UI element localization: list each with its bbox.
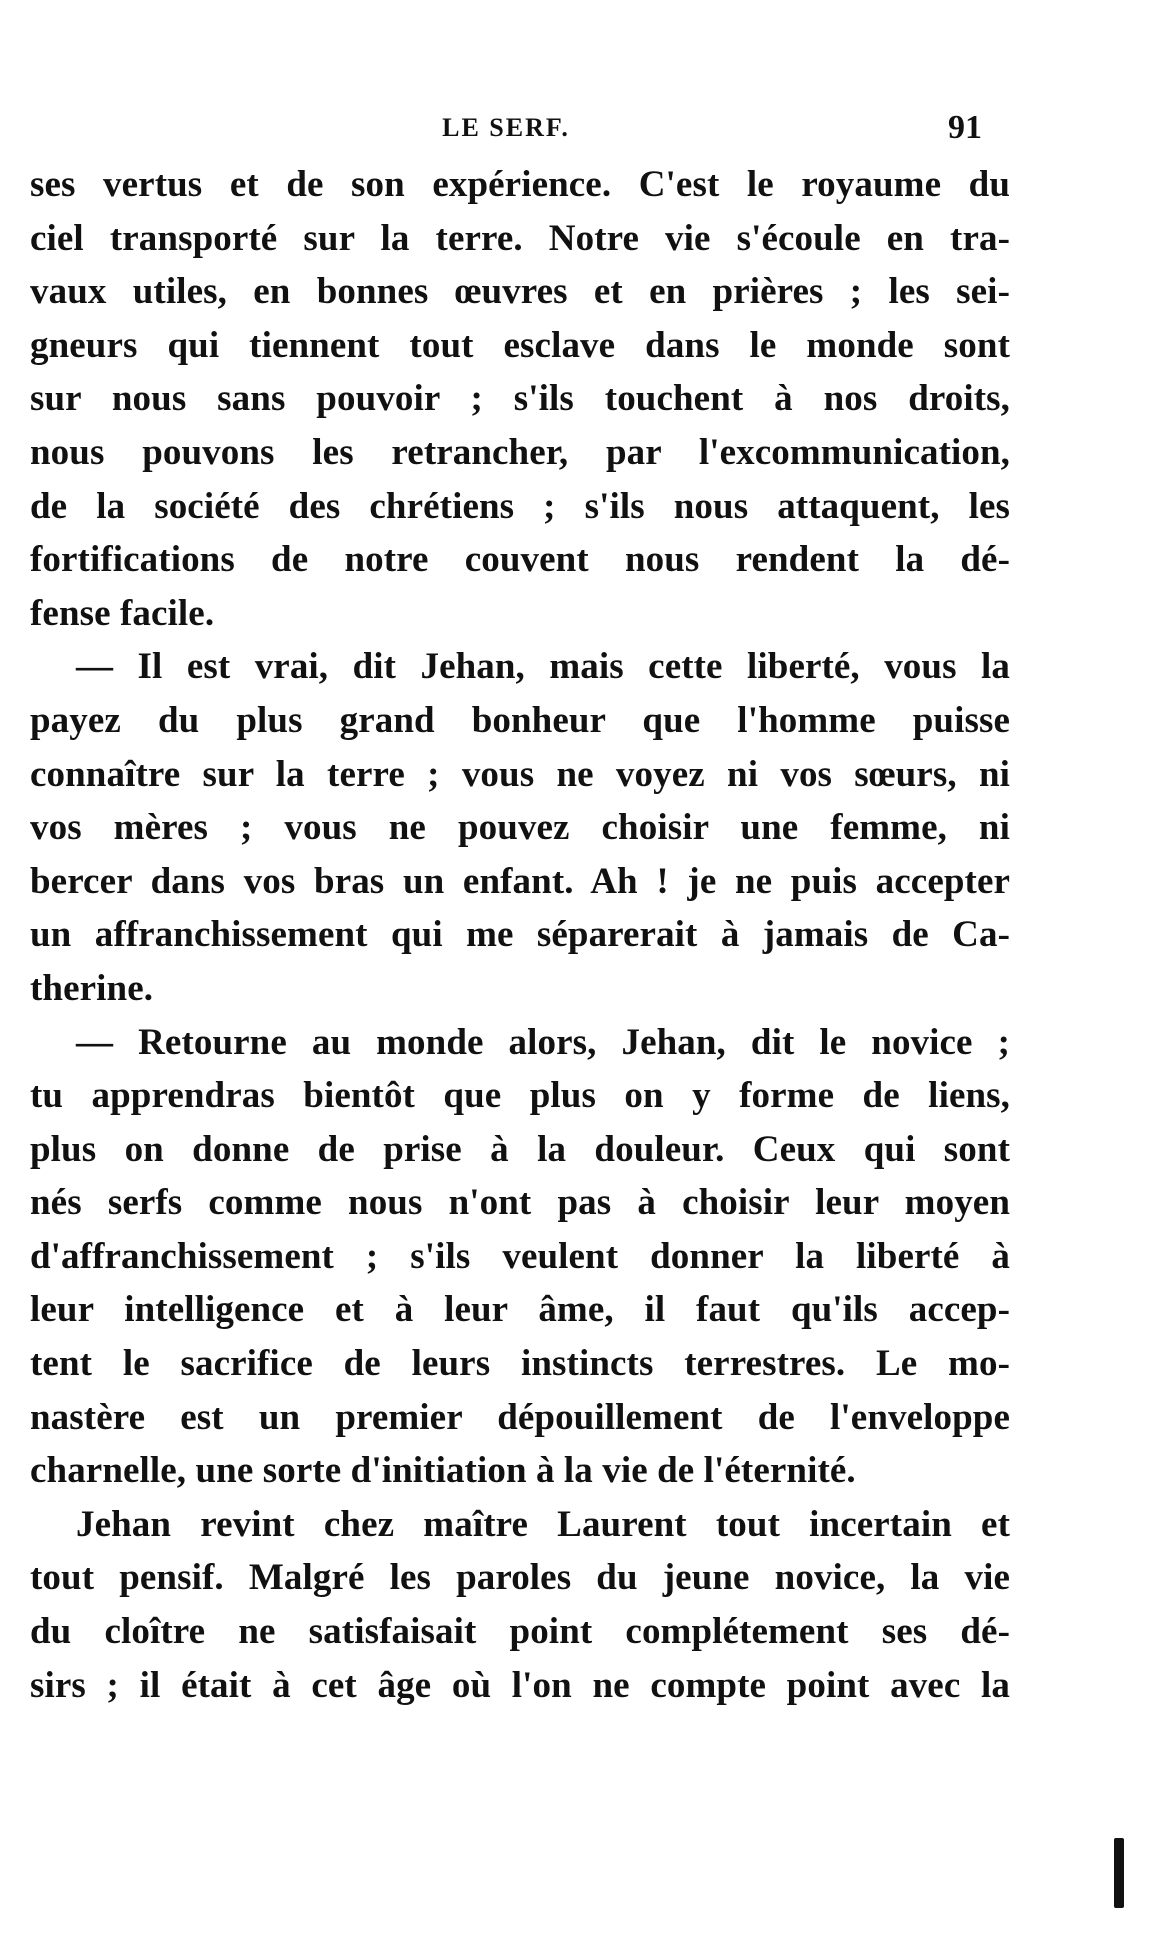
text-line: ses vertus et de son expérience. C'est le royaume du — [30, 164, 1010, 205]
paragraph-start-line: — Retourne au monde alors, Jehan, dit le novice ; — [76, 1021, 1010, 1063]
text-line: payez du plus grand bonheur que l'homme puisse — [30, 699, 1010, 741]
text-line: tu apprendras bientôt que plus on y forme de liens, — [30, 1075, 1010, 1117]
page-number: 91 — [948, 109, 982, 146]
text-line: vos mères ; vous ne pouvez choisir une femme, ni — [30, 807, 1010, 849]
text-line: ciel transporté sur la terre. Notre vie s'écoule en tra- — [30, 217, 1010, 259]
paragraph-start-line: — Il est vrai, dit Jehan, mais cette liberté, vous la — [76, 646, 1010, 688]
text-line: du cloître ne satisfaisait point complétement ses dé- — [30, 1611, 1010, 1653]
paragraph-end-line: therine. — [30, 967, 154, 1009]
text-line: gneurs qui tiennent tout esclave dans le monde sont — [30, 324, 1010, 366]
text-line: tout pensif. Malgré les paroles du jeune novice, la vie — [30, 1557, 1010, 1599]
text-line: vaux utiles, en bonnes œuvres et en prières ; les sei- — [30, 271, 1010, 313]
running-title: LE SERF. — [442, 113, 570, 142]
text-line: plus on donne de prise à la douleur. Ceux qui sont — [30, 1128, 1010, 1170]
text-line: leur intelligence et à leur âme, il faut qu'ils accep- — [30, 1289, 1010, 1331]
text-line: un affranchissement qui me séparerait à jamais de Ca- — [30, 914, 1010, 956]
text-line: nous pouvons les retrancher, par l'excommunication, — [30, 431, 1010, 473]
text-line: nés serfs comme nous n'ont pas à choisir leur moyen — [30, 1182, 1010, 1224]
paragraph-end-line: fense facile. — [30, 592, 215, 634]
text-line: sur nous sans pouvoir ; s'ils touchent à nos droits, — [30, 378, 1010, 420]
text-line: de la société des chrétiens ; s'ils nous attaquent, les — [30, 485, 1010, 527]
paragraph-start-line: Jehan revint chez maître Laurent tout incertain et — [76, 1503, 1010, 1545]
page-edge-mark — [1114, 1838, 1124, 1908]
body-text — [30, 158, 1010, 1712]
text-line: tent le sacrifice de leurs instincts terrestres. Le mo- — [30, 1343, 1010, 1385]
text-line: d'affranchissement ; s'ils veulent donner la liberté à — [30, 1235, 1010, 1277]
text-line: bercer dans vos bras un enfant. Ah ! je ne puis accepter — [30, 860, 1010, 902]
text-line: sirs ; il était à cet âge où l'on ne compte point avec la — [30, 1664, 1010, 1706]
paragraph-end-line: charnelle, une sorte d'initiation à la vie de l'éternité. — [30, 1450, 856, 1492]
text-line: connaître sur la terre ; vous ne voyez ni vos sœurs, ni — [30, 753, 1010, 795]
text-line: nastère est un premier dépouillement de l'enveloppe — [30, 1396, 1010, 1438]
running-head — [30, 108, 982, 148]
text-line: fortifications de notre couvent nous rendent la dé- — [30, 539, 1010, 581]
